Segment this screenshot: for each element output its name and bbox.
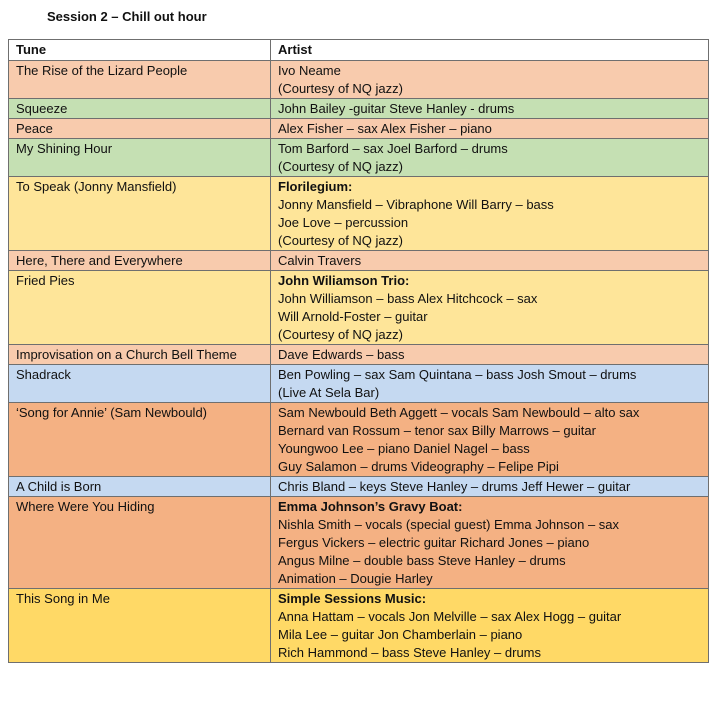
- artist-cell: [271, 99, 709, 119]
- artist-cell: [271, 345, 709, 365]
- artist-line: Bernard van Rossum – tenor sax Billy Marrows – guitar: [278, 423, 596, 438]
- artist-cell: [271, 119, 709, 139]
- tune-cell: This Song in Me: [9, 589, 271, 663]
- artist-cell: [271, 177, 709, 251]
- tune-cell: ‘Song for Annie’ (Sam Newbould): [9, 403, 271, 477]
- artist-line: Rich Hammond – bass Steve Hanley – drums: [278, 645, 542, 660]
- artist-line: Ivo Neame: [278, 63, 341, 78]
- artist-line: Tom Barford – sax Joel Barford – drums: [278, 141, 508, 156]
- tune-cell: Improvisation on a Church Bell Theme: [9, 345, 271, 365]
- artist-line: Ben Powling – sax Sam Quintana – bass Josh Smout – drums: [278, 367, 637, 382]
- artist-line: (Live At Sela Bar): [278, 385, 380, 400]
- table-row: [9, 365, 709, 403]
- artist-cell: [271, 589, 709, 663]
- table-body: [9, 61, 709, 663]
- artist-cell: [271, 477, 709, 497]
- tune-cell: A Child is Born: [9, 477, 271, 497]
- tune-cell: The Rise of the Lizard People: [9, 61, 271, 99]
- group-name: Florilegium:: [278, 179, 353, 194]
- table-row: [9, 403, 709, 477]
- tune-cell: Squeeze: [9, 99, 271, 119]
- group-name: Simple Sessions Music:: [278, 591, 427, 606]
- artist-line: (Courtesy of NQ jazz): [278, 327, 403, 342]
- artist-cell: [271, 271, 709, 345]
- tune-cell: Fried Pies: [9, 271, 271, 345]
- tune-column-header: Tune: [9, 40, 271, 61]
- artist-line: (Courtesy of NQ jazz): [278, 81, 403, 96]
- artist-cell: [271, 139, 709, 177]
- table-row: [9, 497, 709, 589]
- artist-line: Chris Bland – keys Steve Hanley – drums Jeff Hewer – guitar: [278, 479, 631, 494]
- tune-table: [8, 39, 709, 663]
- artist-line: Dave Edwards – bass: [278, 347, 405, 362]
- artist-line: Nishla Smith – vocals (special guest) Emma Johnson – sax: [278, 517, 620, 532]
- table-row: [9, 345, 709, 365]
- artist-line: Fergus Vickers – electric guitar Richard Jones – piano: [278, 535, 590, 550]
- artist-line: Joe Love – percussion: [278, 215, 409, 230]
- artist-line: Alex Fisher – sax Alex Fisher – piano: [278, 121, 492, 136]
- artist-line: (Courtesy of NQ jazz): [278, 159, 403, 174]
- artist-line: John Williamson – bass Alex Hitchcock – sax: [278, 291, 538, 306]
- table-row: [9, 477, 709, 497]
- artist-cell: [271, 497, 709, 589]
- tune-cell: Here, There and Everywhere: [9, 251, 271, 271]
- artist-line: John Bailey -guitar Steve Hanley - drums: [278, 101, 515, 116]
- table-row: [9, 589, 709, 663]
- artist-cell: [271, 403, 709, 477]
- artist-column-header: Artist: [271, 40, 709, 61]
- group-name: Emma Johnson’s Gravy Boat:: [278, 499, 463, 514]
- artist-line: Angus Milne – double bass Steve Hanley – drums: [278, 553, 566, 568]
- artist-cell: [271, 365, 709, 403]
- artist-line: Sam Newbould Beth Aggett – vocals Sam Newbould – alto sax: [278, 405, 640, 420]
- artist-line: (Courtesy of NQ jazz): [278, 233, 403, 248]
- table-row: [9, 61, 709, 99]
- tune-cell: Shadrack: [9, 365, 271, 403]
- artist-line: Jonny Mansfield – Vibraphone Will Barry – bass: [278, 197, 554, 212]
- artist-line: Calvin Travers: [278, 253, 362, 268]
- table-row: [9, 271, 709, 345]
- artist-line: Youngwoo Lee – piano Daniel Nagel – bass: [278, 441, 530, 456]
- table-row: [9, 99, 709, 119]
- tune-cell: Where Were You Hiding: [9, 497, 271, 589]
- table-row: [9, 119, 709, 139]
- artist-line: Will Arnold-Foster – guitar: [278, 309, 428, 324]
- table-row: [9, 177, 709, 251]
- table-header-row: [9, 40, 709, 61]
- artist-cell: [271, 251, 709, 271]
- table-row: [9, 139, 709, 177]
- artist-cell: [271, 61, 709, 99]
- group-name: John Wiliamson Trio:: [278, 273, 410, 288]
- tune-cell: My Shining Hour: [9, 139, 271, 177]
- session-title: Session 2 – Chill out hour: [47, 9, 207, 24]
- artist-line: Anna Hattam – vocals Jon Melville – sax Alex Hogg – guitar: [278, 609, 622, 624]
- artist-line: Mila Lee – guitar Jon Chamberlain – piano: [278, 627, 523, 642]
- artist-line: Guy Salamon – drums Videography – Felipe Pipi: [278, 459, 559, 474]
- table-row: [9, 251, 709, 271]
- tune-cell: Peace: [9, 119, 271, 139]
- tune-cell: To Speak (Jonny Mansfield): [9, 177, 271, 251]
- artist-line: Animation – Dougie Harley: [278, 571, 433, 586]
